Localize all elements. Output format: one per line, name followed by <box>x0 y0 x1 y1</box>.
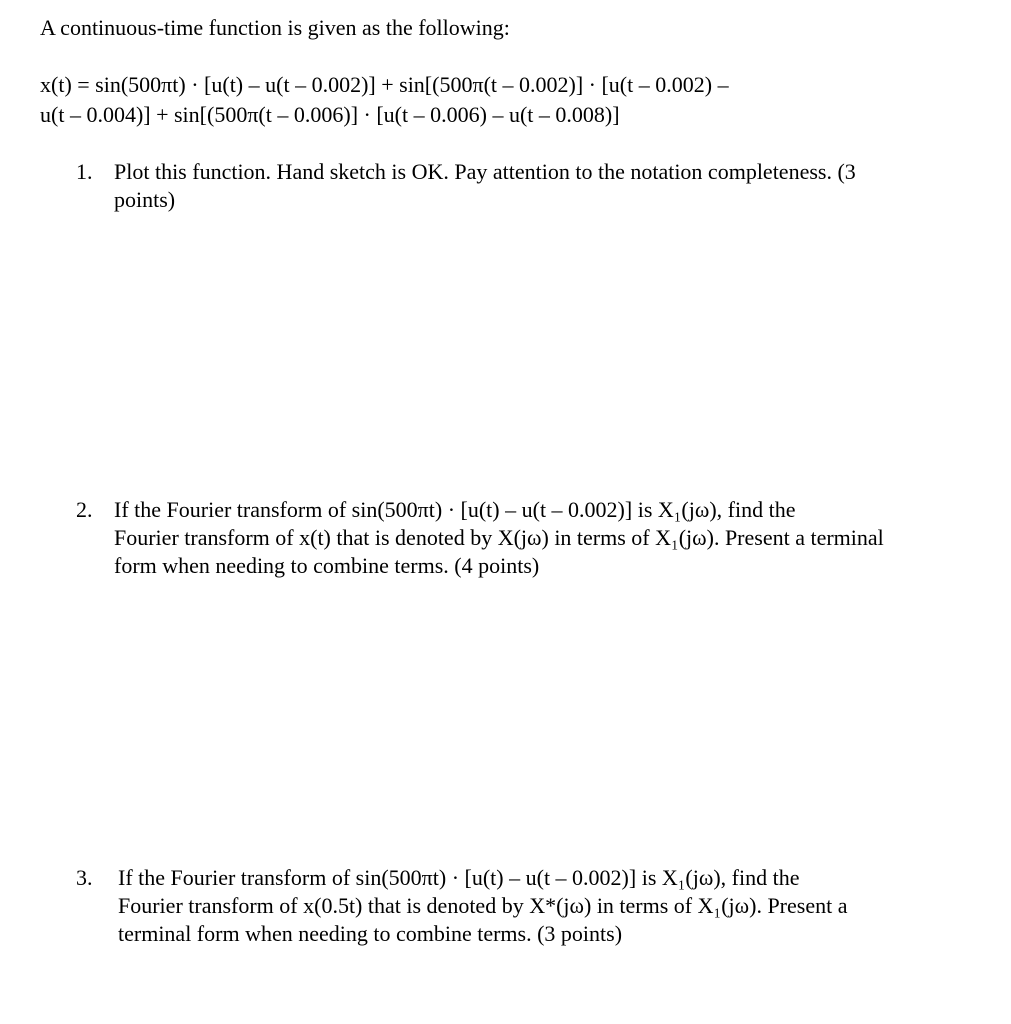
question-line: points) <box>114 187 176 212</box>
question-number: 1. <box>76 159 93 184</box>
question-text <box>114 496 994 580</box>
question-text <box>114 158 994 214</box>
equation-line-1: x(t) = sin(500πt) · [u(t) – u(t – 0.002)] + sin[(500π(t – 0.002)] · [u(t – 0.002) – <box>40 72 729 97</box>
question-number: 2. <box>76 497 93 522</box>
equation-line-2: u(t – 0.004)] + sin[(500π(t – 0.006)] · [u(t – 0.006) – u(t – 0.008)] <box>40 102 620 127</box>
question-line: Fourier transform of x(t) that is denoted by X(jω) in terms of X₁(jω). Present a terminal <box>114 525 884 550</box>
question-line: If the Fourier transform of sin(500πt) · [u(t) – u(t – 0.002)] is X₁(jω), find the <box>114 497 796 522</box>
question-line: If the Fourier transform of sin(500πt) · [u(t) – u(t – 0.002)] is X₁(jω), find the <box>118 865 800 890</box>
question-line: form when needing to combine terms. (4 points) <box>114 553 540 578</box>
question-line: Fourier transform of x(0.5t) that is denoted by X*(jω) in terms of X₁(jω). Present a <box>118 893 848 918</box>
question-line: terminal form when needing to combine terms. (3 points) <box>118 921 623 946</box>
question-line: Plot this function. Hand sketch is OK. Pay attention to the notation completeness. (3 <box>114 159 856 184</box>
question-number: 3. <box>76 865 93 890</box>
function-equation <box>40 70 729 130</box>
question-text <box>118 864 998 948</box>
intro-text: A continuous-time function is given as the following: <box>40 15 510 40</box>
